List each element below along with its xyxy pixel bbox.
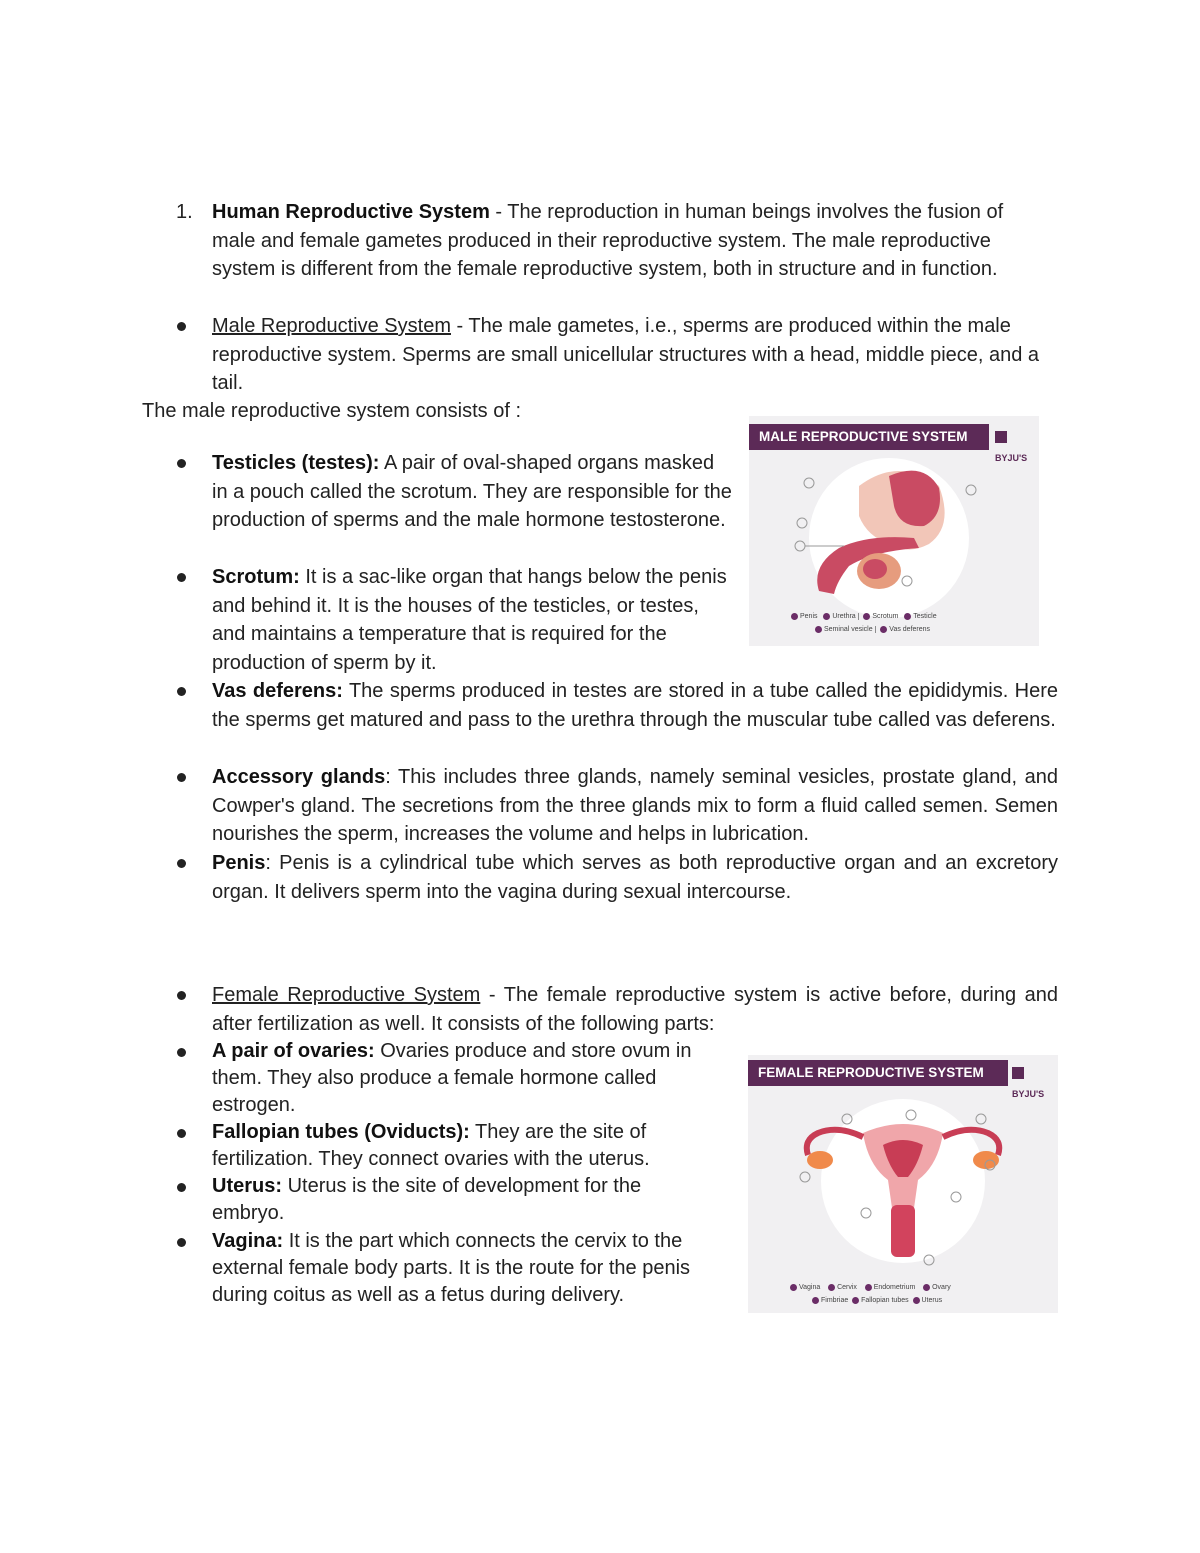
male-consists: The male reproductive system consists of : — [142, 400, 522, 422]
list-number: 1. — [176, 201, 193, 223]
legend-item: Penis — [791, 613, 818, 620]
term: Testicles (testes): — [212, 452, 380, 474]
legend-item: Scrotum — [863, 613, 898, 620]
term: Penis — [212, 852, 266, 874]
legend-item: Urethra — [823, 613, 855, 620]
bullet-icon — [177, 573, 186, 582]
female-heading: Female Reproductive System — [212, 984, 481, 1006]
term: A pair of ovaries: — [212, 1040, 375, 1062]
male-anatomy-illustration — [749, 416, 1039, 646]
male-item-penis — [212, 849, 1058, 906]
term: Fallopian tubes (Oviducts): — [212, 1121, 470, 1143]
bullet-icon — [177, 1183, 186, 1192]
figure-banner: FEMALE REPRODUCTIVE SYSTEM — [748, 1060, 1008, 1086]
definition: Ovaries produce and store ovum in them. They also produce a female hormone called estrogen. — [212, 1040, 692, 1116]
male-item-vas-deferens — [212, 677, 1058, 734]
bullet-icon — [177, 773, 186, 782]
bullet-icon — [177, 859, 186, 868]
legend-item: Ovary — [923, 1284, 951, 1291]
figure-legend-row: Seminal vesicle | Vas deferens — [815, 626, 930, 633]
legend-item: Testicle — [904, 613, 936, 620]
byjus-logo: BYJU'S — [1012, 1061, 1058, 1083]
male-item-scrotum — [212, 563, 732, 677]
female-item-uterus — [212, 1173, 717, 1227]
bullet-icon — [177, 322, 186, 331]
definition: : This includes three glands, namely seminal vesicles, prostate gland, and Cowper's gland. The secretions from the three glands mix to form a fluid called semen. Semen nourishes the sperm, increases the volume and helps in lubrication. — [212, 766, 1058, 845]
male-intro — [212, 312, 1052, 398]
bullet-icon — [177, 1238, 186, 1247]
definition: It is the part which connects the cervix to the external female body parts. It is the route for the penis during coitus as well as a fetus during delivery. — [212, 1230, 691, 1306]
figure-legend-row: Penis Urethra | Scrotum Testicle — [791, 613, 937, 620]
definition: : Penis is a cylindrical tube which serves as both reproductive organ and an excretory organ. It delivers sperm into the vagina during sexual intercourse. — [212, 852, 1058, 903]
bullet-icon — [177, 687, 186, 696]
female-intro-text: - The female reproductive system is active before, during and after fertilization as well. It consists of the following parts: — [212, 984, 1058, 1035]
term: Vagina: — [212, 1230, 284, 1252]
definition: A pair of oval-shaped organs masked in a pouch called the scrotum. They are responsible for the production of sperms and the male hormone testosterone. — [212, 452, 732, 531]
definition: They are the site of fertilization. They connect ovaries with the uterus. — [212, 1121, 650, 1170]
legend-item: Fallopian tubes — [852, 1297, 908, 1304]
byjus-logo: BYJU'S — [995, 425, 1039, 447]
term: Scrotum: — [212, 566, 300, 588]
bullet-icon — [177, 991, 186, 1000]
female-item-ovaries — [212, 1038, 717, 1119]
definition: The sperms produced in testes are stored in a tube called the epididymis. Here the sperms get matured and pass to the urethra through the muscular tube called vas deferens. — [212, 680, 1059, 731]
female-item-vagina — [212, 1228, 717, 1309]
bullet-icon — [177, 1129, 186, 1138]
figure-legend-row — [790, 1284, 951, 1291]
section-title: Human Reproductive System — [212, 201, 490, 223]
legend-item: Cervix — [828, 1284, 857, 1291]
legend-item: Vas deferens — [880, 626, 930, 633]
female-intro — [212, 981, 1058, 1038]
definition: Uterus is the site of development for the embryo. — [212, 1175, 642, 1224]
bullet-icon — [177, 459, 186, 468]
legend-item: Endometrium — [865, 1284, 916, 1291]
legend-item: Fimbriae — [812, 1297, 848, 1304]
female-reproductive-diagram — [748, 1055, 1058, 1313]
definition: It is a sac-like organ that hangs below the penis and behind it. It is the houses of the testicles, or testes, and maintains a temperature that is required for the production of sperm by it. — [212, 566, 727, 674]
bullet-icon — [177, 1048, 186, 1057]
legend-item: Seminal vesicle — [815, 626, 873, 633]
term: Vas deferens: — [212, 680, 343, 702]
male-heading: Male Reproductive System — [212, 315, 451, 337]
figure-banner: MALE REPRODUCTIVE SYSTEM — [749, 424, 989, 450]
male-reproductive-diagram — [749, 416, 1039, 646]
male-item-testicles — [212, 449, 732, 535]
male-intro-text: - The male gametes, i.e., sperms are produced within the male reproductive system. Sperms are small unicellular structures with a head, middle piece, and a tail. — [212, 315, 1040, 394]
female-anatomy-illustration — [748, 1055, 1058, 1313]
female-item-fallopian-tubes — [212, 1119, 717, 1173]
section-text: - The reproduction in human beings involves the fusion of male and female gametes produced in their reproductive system. The male reproductive system is different from the female reproductive system, both in structure and in function. — [212, 201, 1004, 280]
term: Accessory glands — [212, 766, 386, 788]
section-paragraph — [212, 198, 1052, 284]
figure-legend-row — [812, 1297, 942, 1304]
term: Uterus: — [212, 1175, 283, 1197]
legend-item: Uterus — [913, 1297, 943, 1304]
legend-item: Vagina — [790, 1284, 820, 1291]
male-item-accessory-glands — [212, 763, 1058, 849]
